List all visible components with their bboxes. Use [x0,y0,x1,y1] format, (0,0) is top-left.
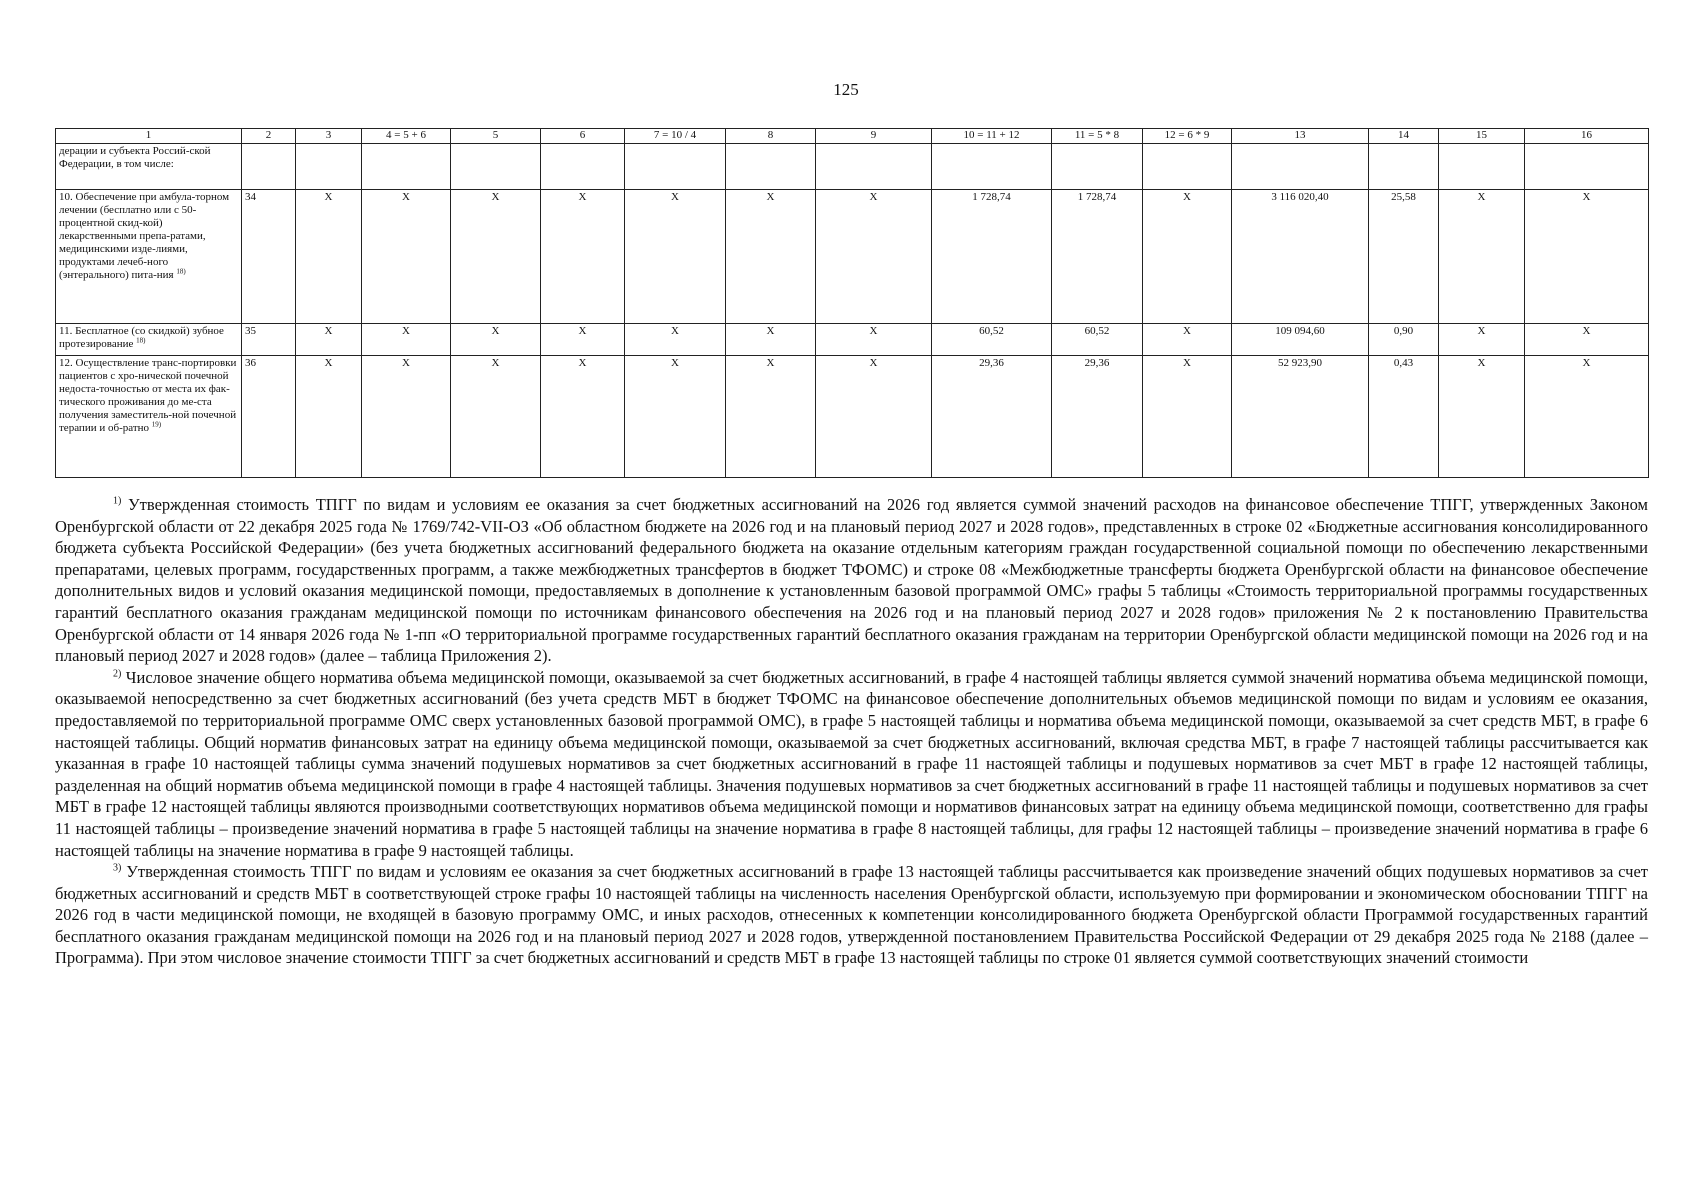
table-cell: X [1143,324,1232,356]
table-cell: X [1439,190,1525,324]
table-cell: X [296,356,362,478]
header-cell: 3 [296,129,362,144]
table-cell: 36 [242,356,296,478]
table-cell: X [541,356,625,478]
table-cell [362,144,451,190]
table-cell: 0,43 [1369,356,1439,478]
table-cell: 34 [242,190,296,324]
table-cell: X [816,190,932,324]
footnote-paragraph [55,494,1648,667]
row-label-text: 10. Обеспечение при амбула-торном лечении (бесплатно или с 50-процентной скид-кой) лекарственными препа-ратами, медицинскими изде-лиями, продуктами лечеб-ного (энтерального) пита-ния [59,191,230,281]
table-cell [1143,144,1232,190]
header-cell: 12 = 6 * 9 [1143,129,1232,144]
footnote-mark: 1) [113,495,122,507]
header-cell: 14 [1369,129,1439,144]
table-cell: X [296,324,362,356]
table-cell [726,144,816,190]
footnote-text: Утвержденная стоимость ТПГГ по видам и условиям ее оказания за счет бюджетных ассигнований в графе 13 настоящей таблицы рассчитывается как произведение значений общих подушевых нормативов за счет бюджетных ассигнований и средств МБТ в соответствующей строке графы 10 настоящей таблицы на численность населения Оренбургской области, используемую при формировании и экономическом обосновании ТПГГ на 2026 год в части медицинской помощи, не входящей в базовую программу ОМС, и иных расходов, отнесенных к компетенции консолидированного бюджета Оренбургской области Программой государственных гарантий бесплатного оказания гражданам медицинской помощи на 2026 год и на плановый период 2027 и 2028 годов, утвержденной постановлением Правительства Российской Федерации от 29 декабря 2025 года № 2188 (далее –Программа). При этом числовое значение стоимости ТПГГ за счет бюджетных ассигнований и средств МБТ в графе 13 настоящей таблицы по строке 01 является суммой соответствующих значений стоимости [55,862,1648,968]
header-cell: 2 [242,129,296,144]
table-cell [816,144,932,190]
table-cell: 1 728,74 [932,190,1052,324]
table-cell [1052,144,1143,190]
table-cell: X [1525,324,1649,356]
table-cell: X [1143,356,1232,478]
table-cell: 29,36 [932,356,1052,478]
table-row [56,190,1649,324]
header-cell: 8 [726,129,816,144]
row-label [56,356,242,478]
table-cell: X [625,190,726,324]
header-cell: 4 = 5 + 6 [362,129,451,144]
table-cell: 3 116 020,40 [1232,190,1369,324]
table-cell: X [726,190,816,324]
header-cell: 7 = 10 / 4 [625,129,726,144]
table-cell: X [1525,356,1649,478]
table-cell: X [1143,190,1232,324]
table-cell [625,144,726,190]
footnote-ref: 18) [136,336,146,345]
row-label-text: 11. Бесплатное (со скидкой) зубное протезирование [59,325,224,350]
footnote-text: Утвержденная стоимость ТПГГ по видам и условиям ее оказания за счет бюджетных ассигнований на 2026 год является суммой значений расходов на финансовое обеспечение ТПГГ, утвержденных Законом Оренбургской области от 22 декабря 2025 года № 1769/742-VII-ОЗ «Об областном бюджете на 2026 год и на плановый период 2027 и 2028 годов», представленных в строке 02 «Бюджетные ассигнования консолидированного бюджета субъекта Российской Федерации» (без учета бюджетных ассигнований федерального бюджета на оказание отдельным категориям граждан государственной социальной помощи по обеспечению лекарственными препаратами, целевых программ, государственных программ, а также межбюджетных трансфертов в бюджет ТФОМС) и строке 08 «Межбюджетные трансферты бюджета Оренбургской области на финансовое обеспечение дополнительных видов и условий оказания медицинской помощи, предоставляемых в дополнение к установленным базовой программой ОМС» графы 5 таблицы «Стоимость территориальной программы государственных гарантий бесплатного оказания гражданам медицинской помощи по источникам финансового обеспечения на 2026 год и на плановый период 2027 и 2028 годов» приложения № 2 к постановлению Правительства Оренбургской области от 14 января 2026 года № 1-пп «О территориальной программе государственных гарантий бесплатного оказания гражданам на территории Оренбургской области медицинской помощи на 2026 год и на плановый период 2027 и 2028 годов» (далее – таблица Приложения 2). [55,495,1648,666]
header-cell: 5 [451,129,541,144]
header-cell: 1 [56,129,242,144]
table-cell: X [362,324,451,356]
table-row [56,144,1649,190]
row-label: дерации и субъекта Россий-ской Федерации, в том числе: [56,144,242,190]
header-cell: 10 = 11 + 12 [932,129,1052,144]
table-cell: X [1439,324,1525,356]
table-cell [541,144,625,190]
row-label-text: 12. Осуществление транс-портировки пациентов с хро-нической почечной недоста-точностью от места их фак-тического проживания до ме-ста получения заместитель-ной почечной терапии и об-ратно [59,357,237,434]
table-cell: 1 728,74 [1052,190,1143,324]
table-cell [1525,144,1649,190]
table-cell: 109 094,60 [1232,324,1369,356]
table-cell: X [296,190,362,324]
table-cell: X [816,356,932,478]
table-cell [451,144,541,190]
footnote-paragraph [55,667,1648,861]
table-cell [1369,144,1439,190]
page-number: 125 [833,80,859,99]
header-cell: 16 [1525,129,1649,144]
table-row [56,356,1649,478]
table-cell: X [541,190,625,324]
footnotes [55,494,1648,969]
table-cell: X [541,324,625,356]
table-header-row [56,129,1649,144]
footnote-paragraph [55,861,1648,969]
header-cell: 9 [816,129,932,144]
header-cell: 11 = 5 * 8 [1052,129,1143,144]
table-cell: 25,58 [1369,190,1439,324]
header-cell: 6 [541,129,625,144]
header-cell: 15 [1439,129,1525,144]
table-cell: 29,36 [1052,356,1143,478]
table-cell: 60,52 [932,324,1052,356]
table-row [56,324,1649,356]
table-cell: 0,90 [1369,324,1439,356]
table-cell: X [1525,190,1649,324]
table-cell [1232,144,1369,190]
footnote-text: Числовое значение общего норматива объема медицинской помощи, оказываемой за счет бюджетных ассигнований, в графе 4 настоящей таблицы является суммой значений норматива объема медицинской помощи, оказываемой непосредственно за счет бюджетных ассигнований (без учета средств МБТ в бюджет ТФОМС на финансовое обеспечение дополнительных объемов медицинской помощи по видам и условиям ее оказания, предоставляемой по территориальной программе ОМС сверх установленных базовой программой ОМС), в графе 5 настоящей таблицы и норматива объема медицинской помощи, оказываемой за счет средств МБТ, в графе 6 настоящей таблицы. Общий норматив финансовых затрат на единицу объема медицинской помощи, оказываемой за счет бюджетных ассигнований, включая средства МБТ, в графе 7 настоящей таблицы рассчитывается как указанная в графе 10 настоящей таблицы сумма значений подушевых нормативов за счет бюджетных ассигнований в графе 11 настоящей таблицы и подушевых нормативов за счет МБТ в графе 12 настоящей таблицы, разделенная на общий норматив объема медицинской помощи в графе 4 настоящей таблицы. Значения подушевых нормативов за счет бюджетных ассигнований в графе 11 настоящей таблицы и подушевых нормативов за счет МБТ в графе 12 настоящей таблицы являются производными соответствующих нормативов объема медицинской помощи и нормативов финансовых затрат на единицу объема медицинской помощи, соответственно для графы 11 настоящей таблицы – произведение значений норматива в графе 5 настоящей таблицы на значение норматива в графе 8 настоящей таблицы, для графы 12 настоящей таблицы – произведение значений норматива в графе 6 настоящей таблицы на значение норматива в графе 9 настоящей таблицы. [55,667,1649,860]
table-cell: X [451,190,541,324]
table-cell: X [362,190,451,324]
table-cell [1439,144,1525,190]
table-cell: X [451,324,541,356]
footnote-mark: 3) [113,862,122,874]
table-cell: X [362,356,451,478]
table-cell: X [625,356,726,478]
table-cell: X [726,324,816,356]
table-cell: X [1439,356,1525,478]
footnote-ref: 18) [176,267,186,276]
table-cell: 35 [242,324,296,356]
table-cell: X [625,324,726,356]
table-cell [242,144,296,190]
table-cell [296,144,362,190]
table-cell: X [451,356,541,478]
table-cell: 52 923,90 [1232,356,1369,478]
table-cell: 60,52 [1052,324,1143,356]
table-cell: X [726,356,816,478]
footnote-ref: 19) [151,420,162,429]
cost-table [55,128,1649,478]
row-label [56,324,242,356]
row-label [56,190,242,324]
table-cell [932,144,1052,190]
footnote-mark: 2) [113,668,122,680]
header-cell: 13 [1232,129,1369,144]
table-cell: X [816,324,932,356]
